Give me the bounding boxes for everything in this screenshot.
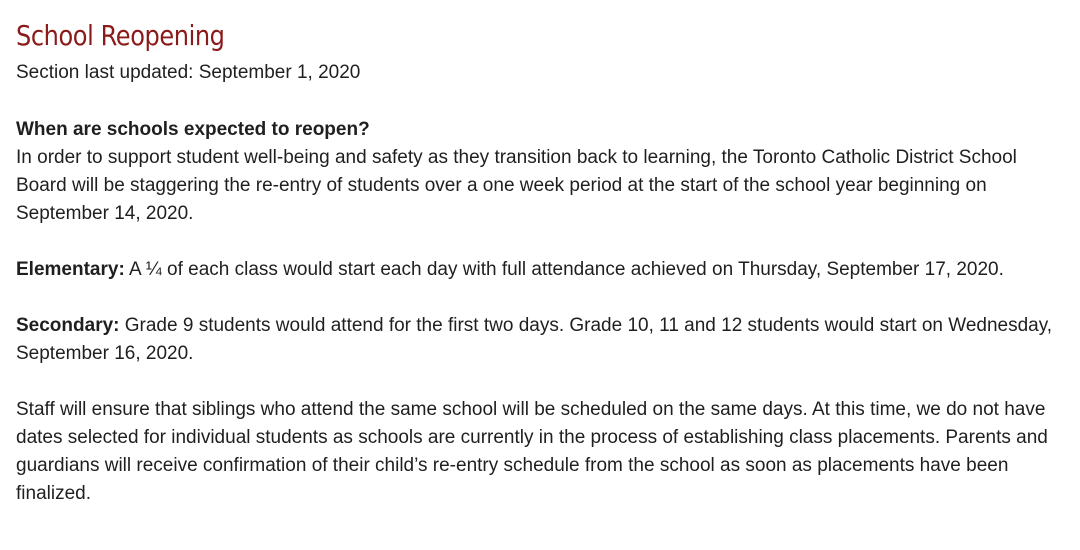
- elementary-text: A ¼ of each class would start each day with full attendance achieved on Thursday, September 17, 2020.: [124, 259, 1004, 280]
- elementary-label: Elementary:: [16, 259, 125, 280]
- last-updated-text: Section last updated: September 1, 2020: [16, 62, 361, 83]
- staff-paragraph: Staff will ensure that siblings who attend the same school will be scheduled on the same days. At this time, we do not have dates selected for individual students as schools are currently in the process of establishing class placements. Parents and guardians will receive confirmation of their child’s re-entry schedule from the school as soon as placements have been finalized.: [16, 399, 1048, 504]
- page-title: School Reopening: [16, 19, 225, 52]
- question-heading: When are schools expected to reopen?: [16, 119, 370, 140]
- secondary-text: Grade 9 students would attend for the first two days. Grade 10, 11 and 12 students would start on Wednesday, September 16, 2020.: [16, 315, 1053, 364]
- elementary-paragraph: [16, 256, 1064, 284]
- secondary-paragraph: [16, 312, 1064, 368]
- secondary-label: Secondary:: [16, 315, 120, 336]
- intro-paragraph: In order to support student well-being and safety as they transition back to learning, the Toronto Catholic District School Board will be staggering the re-entry of students over a one week period at the start of the school year beginning on September 14, 2020.: [16, 147, 1017, 224]
